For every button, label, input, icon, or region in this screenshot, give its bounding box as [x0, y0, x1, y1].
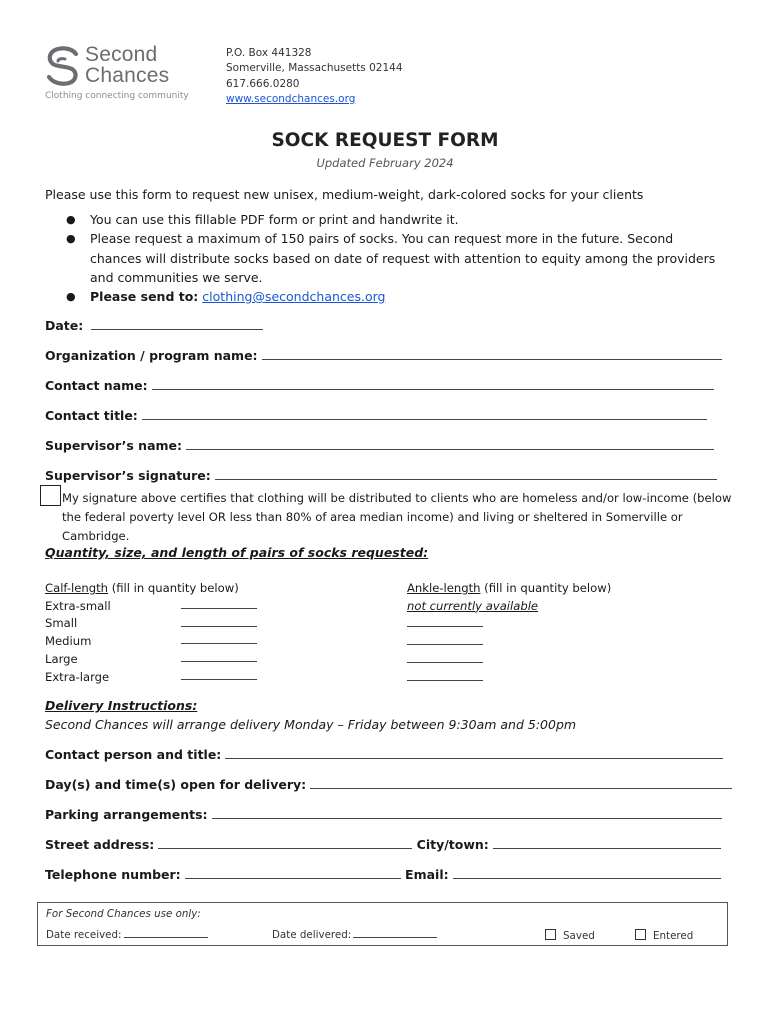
telephone-line[interactable]	[185, 869, 401, 879]
entered-label: Entered	[653, 930, 694, 942]
entered-checkbox[interactable]	[635, 929, 646, 940]
email-label: Email:	[405, 867, 449, 882]
email-link[interactable]: clothing@secondchances.org	[202, 289, 386, 305]
calf-length-label: Calf-length	[45, 581, 109, 595]
date-label: Date:	[45, 318, 84, 333]
ankle-length-note: (fill in quantity below)	[480, 581, 612, 595]
organization-line[interactable]	[262, 350, 722, 360]
calf-length-note: (fill in quantity below)	[108, 581, 239, 595]
office-use-title: For Second Chances use only:	[46, 908, 201, 920]
telephone-label: Telephone number:	[45, 867, 181, 882]
contact-name-label: Contact name:	[45, 378, 148, 393]
logo-word-line2: Chances	[85, 64, 170, 87]
ankle-length-column	[407, 580, 611, 686]
intro-text: Please use this form to request new unisex, medium-weight, dark-colored socks for your clients	[45, 187, 644, 202]
calf-small-qty[interactable]	[181, 617, 257, 627]
contact-person-label: Contact person and title:	[45, 747, 222, 762]
city-state: Somerville, Massachusetts 02144	[226, 62, 403, 75]
city-line[interactable]	[493, 839, 721, 849]
phone-number: 617.666.0280	[226, 77, 300, 90]
supervisor-name-line[interactable]	[186, 440, 714, 450]
date-delivered-line[interactable]	[353, 930, 437, 938]
supervisor-signature-label: Supervisor’s signature:	[45, 468, 211, 483]
contact-title-line[interactable]	[142, 410, 707, 420]
delivery-note: Second Chances will arrange delivery Monday – Friday between 9:30am and 5:00pm	[45, 717, 577, 732]
street-address-line[interactable]	[158, 839, 412, 849]
parking-field[interactable]	[45, 807, 722, 822]
contact-name-field[interactable]	[45, 378, 714, 393]
ankle-length-label: Ankle-length	[407, 581, 481, 595]
parking-line[interactable]	[212, 809, 722, 819]
form-title: SOCK REQUEST FORM	[271, 130, 499, 151]
contact-person-line[interactable]	[225, 749, 723, 759]
organization-field[interactable]	[45, 348, 722, 363]
date-delivered-field[interactable]	[272, 929, 437, 941]
instruction-list	[66, 210, 726, 306]
ankle-extra-large-qty[interactable]	[407, 671, 483, 681]
email-line[interactable]	[453, 869, 721, 879]
saved-checkbox[interactable]	[545, 929, 556, 940]
size-label: Large	[45, 651, 78, 666]
delivery-heading: Delivery Instructions:	[45, 698, 198, 713]
instruction-item	[66, 287, 726, 306]
calf-extra-small-qty[interactable]	[181, 599, 257, 609]
date-delivered-label: Date delivered:	[272, 929, 352, 941]
street-address-field[interactable]	[45, 837, 721, 852]
instruction-item: ● Please request a maximum of 150 pairs of socks. You can request more in the future. Second chances will distribute socks based on date of request with attention to equity among the providers and communities we serve.	[66, 229, 726, 287]
send-label: Please send to:	[90, 289, 199, 305]
certification-checkbox[interactable]	[40, 485, 61, 506]
updated-date: Updated February 2024	[316, 156, 454, 170]
ankle-large-qty[interactable]	[407, 653, 483, 663]
size-label: Extra-small	[45, 598, 111, 613]
supervisor-name-field[interactable]	[45, 438, 714, 453]
size-label: Small	[45, 616, 78, 631]
second-chances-logo-mark	[45, 46, 81, 86]
website-link[interactable]: www.secondchances.org	[226, 92, 356, 105]
po-box: P.O. Box 441328	[226, 47, 312, 59]
supervisor-signature-field[interactable]	[45, 468, 717, 483]
size-label: Medium	[45, 634, 92, 649]
ankle-availability-status: not currently available	[407, 598, 539, 613]
telephone-field[interactable]	[45, 867, 721, 882]
logo-wordmark	[85, 44, 169, 86]
entered-option[interactable]	[635, 929, 693, 942]
saved-label: Saved	[563, 930, 595, 942]
calf-quantity-blanks	[181, 597, 257, 686]
calf-medium-qty[interactable]	[181, 634, 257, 644]
certification-text: My signature above certifies that clothing will be distributed to clients who are homeless and/or low-income (below the federal poverty level OR less than 80% of area median income) and living or sheltered in Somerville or Cambridge.	[62, 491, 732, 543]
organization-logo	[45, 44, 195, 106]
saved-option[interactable]	[545, 929, 595, 942]
date-received-label: Date received:	[46, 929, 122, 941]
calf-extra-large-qty[interactable]	[181, 670, 257, 680]
date-received-line[interactable]	[124, 930, 208, 938]
instruction-item: ● You can use this fillable PDF form or print and handwrite it.	[66, 210, 726, 229]
logo-word-line1: Second	[85, 43, 158, 66]
logo-tagline: Clothing connecting community	[45, 91, 189, 101]
contact-title-label: Contact title:	[45, 408, 138, 423]
contact-name-line[interactable]	[152, 380, 714, 390]
contact-title-field[interactable]	[45, 408, 707, 423]
delivery-days-line[interactable]	[310, 779, 732, 789]
contact-person-field[interactable]	[45, 747, 723, 762]
ankle-small-qty[interactable]	[407, 617, 483, 627]
delivery-days-field[interactable]	[45, 777, 732, 792]
city-label: City/town:	[416, 837, 489, 852]
supervisor-signature-line[interactable]	[215, 470, 717, 480]
supervisor-name-label: Supervisor’s name:	[45, 438, 183, 453]
address-block	[226, 46, 403, 107]
date-line[interactable]	[91, 320, 263, 330]
date-received-field[interactable]	[46, 929, 208, 941]
parking-label: Parking arrangements:	[45, 807, 208, 822]
street-address-label: Street address:	[45, 837, 155, 852]
date-field[interactable]	[45, 318, 263, 333]
quantity-heading: Quantity, size, and length of pairs of socks requested:	[45, 545, 429, 560]
size-label: Extra-large	[45, 669, 110, 684]
calf-large-qty[interactable]	[181, 652, 257, 662]
delivery-days-label: Day(s) and time(s) open for delivery:	[45, 777, 307, 792]
office-use-box	[37, 902, 728, 946]
ankle-medium-qty[interactable]	[407, 635, 483, 645]
organization-label: Organization / program name:	[45, 348, 258, 363]
